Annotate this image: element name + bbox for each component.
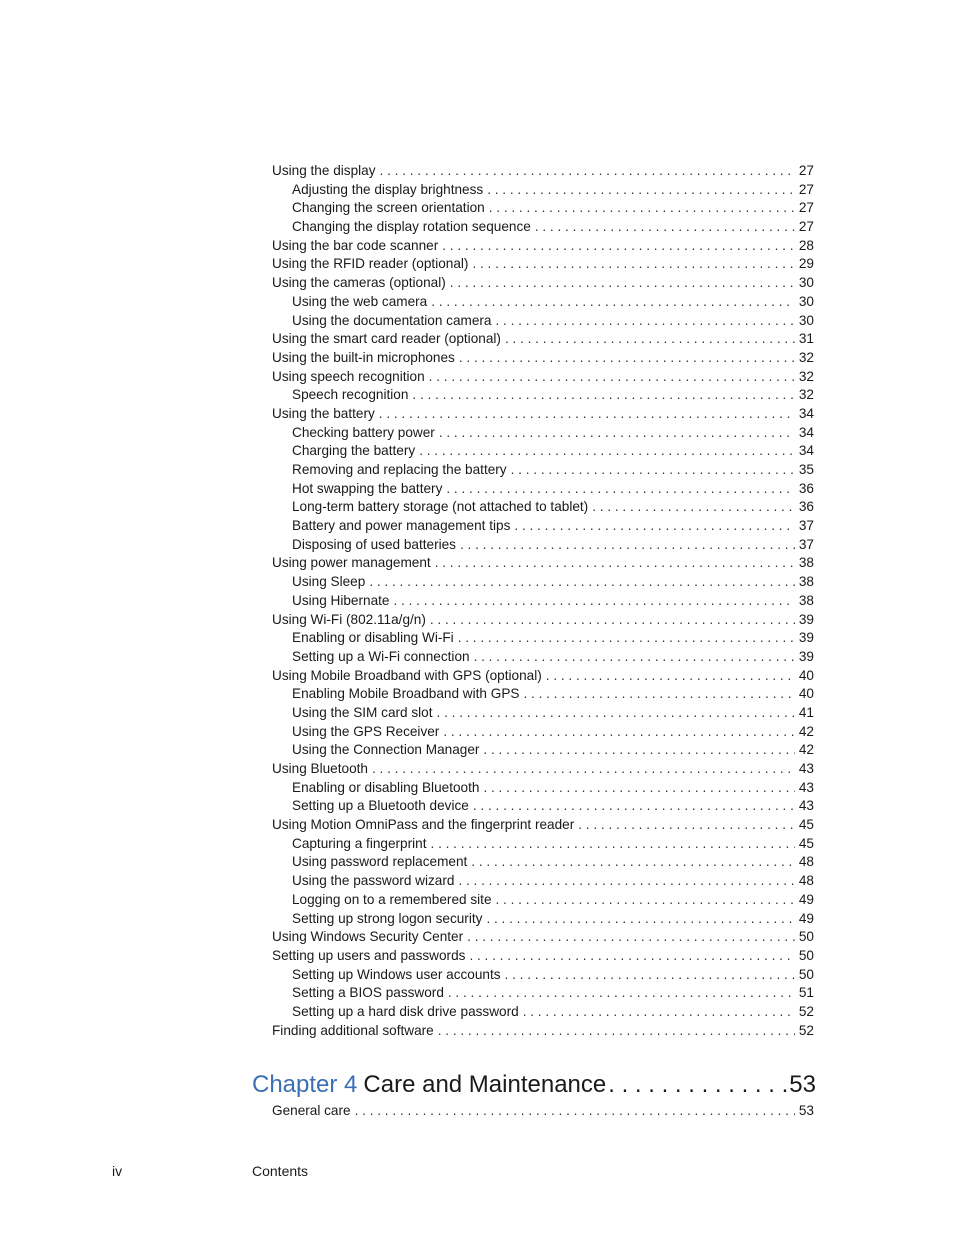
toc-entry-page-number: 50: [798, 947, 814, 963]
toc-entry-page-number: 52: [798, 1022, 814, 1038]
toc-entry-page-number: 32: [798, 387, 814, 403]
dot-leader: [469, 947, 794, 966]
toc-entry-page-number: 53: [798, 1103, 814, 1118]
dot-leader: [592, 498, 795, 517]
toc-entry-label: Setting up a Wi-Fi connection: [292, 648, 470, 664]
toc-entry[interactable]: [272, 536, 814, 555]
toc-entry-page-number: 27: [798, 219, 814, 235]
toc-entry[interactable]: [272, 629, 814, 648]
dot-leader: [412, 386, 794, 405]
dot-leader: [578, 816, 795, 835]
toc-entry-page-number: 36: [798, 499, 814, 515]
toc-entry[interactable]: [272, 181, 814, 200]
dot-leader: [446, 480, 795, 499]
dot-leader: [369, 573, 795, 592]
dot-leader: [437, 704, 795, 723]
dot-leader: [435, 554, 795, 573]
toc-entry-page-number: 43: [798, 779, 814, 795]
toc-entry-page-number: 50: [798, 929, 814, 945]
chapter-page-number: 53: [789, 1071, 816, 1098]
dot-leader: [471, 853, 795, 872]
dot-leader: [467, 928, 795, 947]
toc-entry-label: Setting up Windows user accounts: [292, 966, 501, 982]
dot-leader: [514, 517, 794, 536]
toc-entry-label: Using the battery: [272, 405, 375, 421]
toc-entry-label: Finding additional software: [272, 1022, 434, 1038]
toc-entry-page-number: 27: [798, 163, 814, 178]
toc-entry-page-number: 42: [798, 723, 814, 739]
toc-entry[interactable]: [272, 162, 814, 181]
toc-entry[interactable]: [272, 947, 814, 966]
toc-entry[interactable]: [272, 330, 814, 349]
toc-entry[interactable]: [272, 872, 814, 891]
dot-leader: [472, 255, 794, 274]
toc-entry-page-number: 49: [798, 910, 814, 926]
dot-leader: [483, 779, 794, 798]
toc-entry-label: Using the display: [272, 163, 376, 178]
toc-entry-label: Using Mobile Broadband with GPS (optional): [272, 667, 542, 683]
toc-entry-page-number: 34: [798, 424, 814, 440]
toc-entry-label: Adjusting the display brightness: [292, 181, 484, 197]
toc-entry[interactable]: [272, 517, 814, 536]
toc-entry-label: Using the RFID reader (optional): [272, 256, 469, 272]
toc-entry-page-number: 29: [798, 256, 814, 272]
footer-page-number: iv: [112, 1163, 123, 1179]
toc-entry-label: Changing the screen orientation: [292, 200, 485, 216]
toc-entry-label: Using the GPS Receiver: [292, 723, 440, 739]
toc-entry-label: Enabling Mobile Broadband with GPS: [292, 686, 520, 702]
toc-entry-page-number: 39: [798, 611, 814, 627]
toc-entry[interactable]: [272, 573, 814, 592]
toc-entry-page-number: 45: [798, 835, 814, 851]
toc-entry-page-number: 27: [798, 181, 814, 197]
dot-leader: [474, 648, 795, 667]
toc-entry-label: Hot swapping the battery: [292, 480, 443, 496]
toc-entry-label: Setting up strong logon security: [292, 910, 483, 926]
dot-leader: [483, 741, 794, 760]
dot-leader: [450, 274, 795, 293]
dot-leader: [431, 293, 795, 312]
toc-entry-page-number: 30: [798, 293, 814, 309]
dot-leader: [505, 966, 795, 985]
toc-entry[interactable]: [272, 293, 814, 312]
toc-entry-label: Battery and power management tips: [292, 518, 511, 534]
toc-entry[interactable]: [272, 816, 814, 835]
toc-entry[interactable]: [272, 779, 814, 798]
toc-entry-label: Using Hibernate: [292, 592, 390, 608]
toc-entry-page-number: 36: [798, 480, 814, 496]
toc-entry-page-number: 42: [798, 742, 814, 758]
toc-entry-page-number: 34: [798, 405, 814, 421]
toc-entry-page-number: 40: [798, 667, 814, 683]
toc-entry[interactable]: [272, 424, 814, 443]
toc-entry[interactable]: [272, 349, 814, 368]
dot-leader: [372, 760, 795, 779]
toc-entry[interactable]: [272, 1003, 814, 1022]
toc-entry[interactable]: [272, 498, 814, 517]
toc-entry-label: Capturing a fingerprint: [292, 835, 427, 851]
dot-leader: [486, 910, 794, 929]
dot-leader: [489, 199, 795, 218]
toc-entry-page-number: 41: [798, 704, 814, 720]
chapter-title: Care and Maintenance: [363, 1071, 607, 1098]
toc-entry-label: Setting a BIOS password: [292, 985, 444, 1001]
toc-entry[interactable]: [272, 199, 814, 218]
toc-entry[interactable]: [272, 592, 814, 611]
toc-entry-label: Removing and replacing the battery: [292, 462, 507, 477]
toc-entry-page-number: 50: [798, 966, 814, 982]
dot-leader: [459, 349, 795, 368]
dot-leader: [511, 461, 795, 480]
dot-leader: [458, 629, 795, 648]
dot-leader: [448, 984, 795, 1003]
toc-entry[interactable]: [272, 255, 814, 274]
toc-entry-label: Using the documentation camera: [292, 312, 492, 328]
dot-leader: [523, 1003, 795, 1022]
toc-entry-label: Using Wi-Fi (802.11a/g/n): [272, 611, 426, 627]
dot-leader: [487, 181, 795, 200]
toc-entry[interactable]: [272, 797, 814, 816]
toc-entry-page-number: 30: [798, 275, 814, 291]
toc-entry[interactable]: [272, 461, 814, 480]
toc-entry[interactable]: [272, 891, 814, 910]
toc-entry-label: Setting up a hard disk drive password: [292, 1003, 519, 1019]
toc-entry[interactable]: [272, 760, 814, 779]
dot-leader: [380, 162, 795, 181]
dot-leader: [393, 592, 794, 611]
dot-leader: [460, 536, 795, 555]
toc-entry-page-number: 32: [798, 368, 814, 384]
chapter-heading[interactable]: [252, 1068, 816, 1102]
dot-leader: [458, 872, 794, 891]
dot-leader: [608, 1068, 787, 1102]
toc-entry[interactable]: [272, 704, 814, 723]
dot-leader: [379, 405, 795, 424]
toc-entry[interactable]: [272, 966, 814, 985]
toc-entry[interactable]: [272, 928, 814, 947]
dot-leader: [473, 797, 795, 816]
toc-entry-page-number: 38: [798, 574, 814, 590]
toc-entry-label: Speech recognition: [292, 387, 409, 403]
toc-entry[interactable]: [272, 853, 814, 872]
toc-entry-page-number: 48: [798, 873, 814, 889]
toc-entry-page-number: 52: [798, 1003, 814, 1019]
toc-entry-label: Setting up a Bluetooth device: [292, 798, 469, 814]
toc-entry[interactable]: [272, 667, 814, 686]
toc-entry-label: Disposing of used batteries: [292, 536, 456, 552]
dot-leader: [431, 835, 795, 854]
footer-section-title: Contents: [252, 1163, 309, 1179]
toc-entry-label: Using the built-in microphones: [272, 349, 455, 365]
toc-entry[interactable]: [272, 910, 814, 929]
toc-entry[interactable]: [272, 386, 814, 405]
dot-leader: [546, 667, 795, 686]
toc-entry[interactable]: [272, 312, 814, 331]
toc-entry-page-number: 38: [798, 555, 814, 571]
toc-entry-label: Long-term battery storage (not attached to tablet): [292, 499, 589, 515]
toc-entry[interactable]: [272, 368, 814, 387]
toc-entry-page-number: 35: [798, 462, 814, 477]
toc-entry-label: Using the smart card reader (optional): [272, 331, 501, 347]
toc-entry[interactable]: [272, 274, 814, 293]
dot-leader: [429, 368, 795, 387]
dot-leader: [430, 611, 795, 630]
dot-leader: [496, 312, 795, 331]
toc-entry-page-number: 31: [798, 331, 814, 347]
toc-entry-page-number: 43: [798, 798, 814, 814]
toc-entry[interactable]: [272, 554, 814, 573]
toc-entry-label: Logging on to a remembered site: [292, 891, 492, 907]
toc-entry-page-number: 27: [798, 200, 814, 216]
toc-entry-label: Changing the display rotation sequence: [292, 219, 531, 235]
toc-entry[interactable]: [272, 984, 814, 1003]
toc-entry-page-number: 49: [798, 891, 814, 907]
toc-entry-label: Charging the battery: [292, 443, 416, 459]
toc-entry-page-number: 51: [798, 985, 814, 1001]
toc-entry-label: Using the web camera: [292, 293, 428, 309]
chapter-number: Chapter 4: [252, 1071, 358, 1098]
toc-entry-label: Using speech recognition: [272, 368, 425, 384]
dot-leader: [523, 685, 794, 704]
toc-entry[interactable]: [272, 723, 814, 742]
toc-entry-page-number: 37: [798, 518, 814, 534]
toc-entry-label: Enabling or disabling Bluetooth: [292, 779, 480, 795]
toc-entry-label: Enabling or disabling Wi-Fi: [292, 630, 454, 646]
toc-entry-label: Using the Connection Manager: [292, 742, 480, 758]
toc-entry-label: Using the password wizard: [292, 873, 455, 889]
toc-entry-label: Setting up users and passwords: [272, 947, 466, 963]
toc-entry-page-number: 39: [798, 648, 814, 664]
dot-leader: [439, 424, 795, 443]
toc-entry-page-number: 34: [798, 443, 814, 459]
toc-entry[interactable]: [272, 741, 814, 760]
toc-entry-label: Using Bluetooth: [272, 761, 368, 776]
toc-entry-label: Using Windows Security Center: [272, 929, 464, 945]
toc-entry[interactable]: [272, 611, 814, 630]
toc-entry[interactable]: [272, 648, 814, 667]
toc-entry-label: Using password replacement: [292, 854, 468, 870]
toc-entry-label: Using the bar code scanner: [272, 237, 439, 253]
toc-entry-label: Using the cameras (optional): [272, 275, 446, 291]
toc-entry-page-number: 38: [798, 592, 814, 608]
toc-entry-label: Using power management: [272, 555, 431, 571]
toc-entry-page-number: 37: [798, 536, 814, 552]
toc-entry-page-number: 48: [798, 854, 814, 870]
dot-leader: [438, 1022, 795, 1041]
toc-entry[interactable]: [272, 442, 814, 461]
toc-entry-page-number: 30: [798, 312, 814, 328]
toc-entry-label: Using the SIM card slot: [292, 704, 433, 720]
toc-entry[interactable]: [272, 685, 814, 704]
toc-entry[interactable]: [272, 237, 814, 256]
toc-entry-label: Checking battery power: [292, 424, 435, 440]
toc-entry[interactable]: [272, 1022, 814, 1041]
toc-entry[interactable]: [272, 405, 814, 424]
toc-entry[interactable]: [272, 480, 814, 499]
toc-list-chapter-4: [272, 1102, 814, 1121]
toc-entry[interactable]: [272, 218, 814, 237]
dot-leader: [496, 891, 795, 910]
toc-entry[interactable]: [272, 1102, 814, 1121]
toc-entry-page-number: 43: [798, 761, 814, 776]
toc-entry-page-number: 39: [798, 630, 814, 646]
dot-leader: [442, 237, 795, 256]
dot-leader: [419, 442, 795, 461]
dot-leader: [505, 330, 795, 349]
toc-entry[interactable]: [272, 835, 814, 854]
dot-leader: [355, 1102, 795, 1121]
toc-entry-page-number: 32: [798, 349, 814, 365]
toc-entry-label: Using Motion OmniPass and the fingerprint reader: [272, 817, 575, 833]
toc-list: [272, 162, 814, 1040]
toc-entry-label: General care: [272, 1103, 351, 1118]
toc-entry-label: Using Sleep: [292, 574, 366, 590]
toc-entry-page-number: 40: [798, 686, 814, 702]
dot-leader: [443, 723, 795, 742]
toc-entry-page-number: 28: [798, 237, 814, 253]
toc-entry-page-number: 45: [798, 817, 814, 833]
dot-leader: [535, 218, 795, 237]
